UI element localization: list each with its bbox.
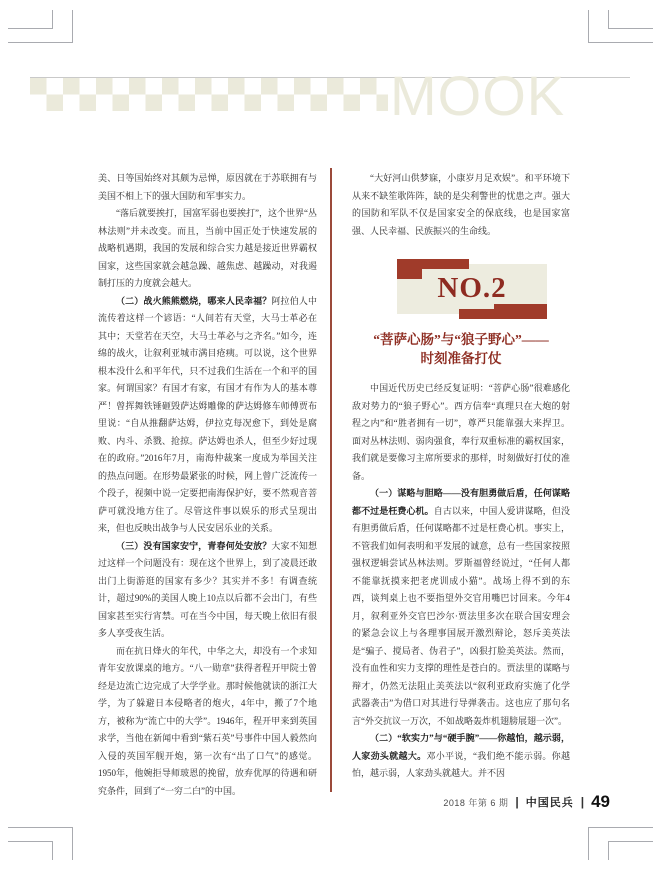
brand-wordmark: MOOK — [390, 64, 566, 127]
paragraph-text: 邓小平说，“我们绝不能示弱。你越怕，越示弱，人家劲头就越大。并不因 — [352, 750, 570, 778]
paragraph-text: “落后就要挨打，国富军弱也要挨打”，这个世界“丛林法则”并未改变。而且，当前中国正处于快速发展的战略机遇期，我国的发展和综合实力越是接近世界霸权国家，这些国家就会越急躁、越焦虑、越躁动，对我遏制打压的力度就会越大。 — [98, 208, 317, 288]
magazine-name: 中国民兵 — [525, 797, 574, 809]
paragraph-text: 自古以来，中国人爱讲谋略，但没有胆勇做后盾，任何谋略都不过是枉费心机。事实上，不管我们如何表明和平发展的诚意，总有一些国家按照强权逻辑尝试丛林法则。罗斯福曾经说过，“任何人都不能靠抚摸来把老虎训成小猫”。战场上得不到的东西，谈判桌上也不要指望外交官用嘴巴讨回来。今年4月，叙利亚外交官巴沙尔·贾法里多次在联合国安理会的紧急会议上与各理事国展开激烈辩论，怒斥美英法是“骗子、搅局者、伪君子”，凶狠打脸美英法。然而，没有血性和实力支撑的理性是苍白的。贾法里的谋略与辩才，仍然无法阻止美英法以“叙利亚政府实施了化学武器袭击”为借口对其进行导弹袭击。这也应了那句名言“外交抗议一万次，不如战略轰炸机翅膀展翅一次”。 — [352, 505, 570, 726]
heading-line-2: 时刻准备打仗 — [420, 351, 502, 366]
crop-mark-bottom-right — [587, 810, 653, 860]
column-divider — [330, 168, 332, 792]
footer-separator: | — [515, 795, 519, 809]
paragraph-text: 美、日等国始终对其颇为忌惮，原因就在于苏联拥有与美国不相上下的强大国防和军事实力。 — [98, 173, 317, 201]
paragraph-text: 中国近代历史已经反复证明：“菩萨心肠”很难感化敌对势力的“狼子野心”。西方信奉“真理只在大炮的射程之内”和“胜者拥有一切”，尊严只能靠强大来捍卫。面对丛林法则、弱肉强食，奉行双重标准的霸权国家，我们就是要像习主席所要求的那样，时刻做好打仗的准备。 — [352, 383, 570, 481]
left-column — [98, 170, 317, 800]
heading-line-1: “菩萨心肠”与“狼子野心”—— — [373, 332, 549, 347]
body-paragraph — [352, 730, 570, 783]
paragraph-lead: （二）“软实力”与“硬手腕”——你越怕，越示弱，人家劲头就越大。 — [352, 733, 570, 761]
body-paragraph — [98, 538, 317, 643]
paragraph-text: 大家不知想过这样一个问题没有：现在这个世界上，到了凌晨还敢出门上街游逛的国家有多少？其实并不多！有调查统计，超过90%的美国人晚上10点以后都不会出门，有些国家甚至实行宵禁。可在当今中国，每天晚上依旧有很多人享受夜生活。 — [98, 540, 317, 638]
paragraph-lead: （一）谋略与胆略——没有胆勇做后盾，任何谋略都不过是枉费心机。 — [352, 488, 570, 516]
checkerboard-pattern — [30, 78, 388, 111]
body-paragraph — [98, 170, 317, 205]
body-paragraph — [352, 380, 570, 485]
badge-label: NO.2 — [437, 272, 507, 305]
crop-mark-bottom-left — [8, 810, 74, 860]
paragraph-lead: （三）没有国家安宁，青春何处安放？ — [116, 540, 272, 551]
paragraph-text: 阿拉伯人中流传着这样一个谚语：“人间若有天堂，大马士革必在其中；天堂若在天空，大马士革必与之齐名。”如今，连绵的战火，让叙利亚城市满目疮痍。可以说，这个世界根本没什么和平年代，只不过我们生活在一个和平的国家。何谓国家？有国才有家，有国才有作为人的基本尊严！曾挥舞铁锤砸毁萨达姆雕像的萨达姆修车师傅贾布里说：“自从推翻萨达姆，伊拉克每况愈下，到处是腐败、内斗、杀戮、抢掠。萨达姆也杀人，但至少好过现在的政府。”2016年7月，南海仲裁案一度成为举国关注的热点问题。在形势最紧张的时候，网上曾广泛流传一个段子，视频中说一定要把南海保护好，要不然观音菩萨可就没地方住了。尽管这件事以娱乐的形式呈现出来，但也反映出战争与人民安居乐业的关系。 — [98, 295, 317, 533]
section-heading — [352, 330, 570, 368]
crop-mark-top-right — [587, 10, 653, 60]
paragraph-text: 而在抗日烽火的年代，中华之大，却没有一个求知青年安放课桌的地方。“八一勋章”获得者程开甲院士曾经是边流亡边完成了大学学业。那时候他就读的浙江大学，为了躲避日本侵略者的炮火，4年中，搬了7个地方，被称为“流亡中的大学”。1946年，程开甲来到英国求学，当他在新闻中看到“紫石英”号事件中国人毅然向入侵的英国军舰开炮，第一次有“出了口气”的感觉。1950年，他婉拒导师玻恩的挽留，放弃优厚的待遇和研究条件，回到了“一穷二白”的中国。 — [98, 645, 317, 796]
body-paragraph — [352, 485, 570, 730]
body-paragraph — [98, 205, 317, 293]
page-number: 49 — [591, 792, 610, 811]
body-paragraph — [98, 293, 317, 538]
footer-separator: | — [580, 795, 585, 809]
paragraph-lead: （二）战火熊熊燃烧，哪来人民幸福？ — [116, 295, 272, 306]
intro-paragraph: “大好河山供梦寐，小康岁月足欢娱”。和平环境下从来不缺笙歌阵阵，缺的是尖利警世的忧患之声。强大的国防和军队不仅是国家安全的保底线，也是国家富强、人民幸福、民族振兴的生命线。 — [352, 173, 570, 236]
footer — [443, 792, 610, 812]
right-column — [352, 170, 570, 783]
body-paragraph — [98, 643, 317, 801]
no2-badge — [397, 264, 547, 314]
issue-label: 2018 年第 6 期 — [443, 797, 509, 808]
crop-mark-top-left — [8, 10, 74, 60]
